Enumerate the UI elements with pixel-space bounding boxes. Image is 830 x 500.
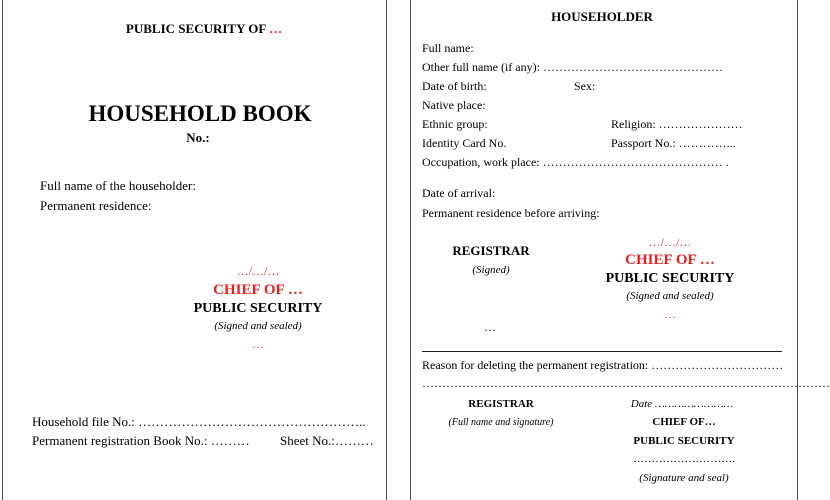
section-divider [422, 351, 782, 352]
deletion-reason-dots: ………………………………………………………………………………………… [422, 376, 830, 390]
registrar-title: REGISTRAR [452, 243, 530, 258]
registrar-dots: … [484, 320, 496, 334]
religion-field: Religion: ………………… [611, 117, 743, 131]
right-date: …/…/… [648, 235, 692, 249]
registrar-signed: (Signed) [472, 264, 510, 276]
right-dots: … [664, 307, 676, 321]
public-security-header [126, 21, 282, 37]
householder-title: HOUSEHOLDER [551, 9, 653, 24]
chief2-title: CHIEF OF… [652, 416, 716, 428]
household-file-number: Household file No.: …………………………………………….. [32, 414, 366, 429]
public-security2-title: PUBLIC SECURITY [633, 435, 735, 447]
right-public-security: PUBLIC SECURITY [605, 271, 735, 286]
right-page-border [797, 0, 798, 500]
residence-before-field: Permanent residence before arriving: [422, 206, 600, 220]
registrar2-title: REGISTRAR [468, 398, 534, 410]
permanent-residence-label: Permanent residence: [40, 198, 152, 213]
deletion-reason-field: Reason for deleting the permanent registration: …………………………… [422, 358, 784, 372]
identity-card-field: Identity Card No. [422, 136, 507, 150]
sheet-number: Sheet No.:……… [280, 433, 374, 448]
native-place-field: Native place: [422, 98, 486, 112]
other-name-field: Other full name (if any): ……………………………………… [422, 60, 723, 74]
ethnic-group-field: Ethnic group: [422, 117, 488, 131]
book-number-label: No.: [186, 130, 210, 145]
header-prefix: PUBLIC SECURITY OF [125, 21, 266, 36]
signature-seal-note: (Signature and seal) [639, 472, 729, 484]
dob-field: Date of birth: [422, 79, 487, 93]
sex-field: Sex: [574, 79, 596, 93]
registrar2-signature-note: (Full name and signature) [448, 417, 554, 428]
header-suffix: … [269, 21, 283, 36]
right-signed-sealed: (Signed and sealed) [626, 290, 714, 302]
center-divider-left [386, 0, 387, 500]
center-divider-right [410, 0, 411, 500]
right-chief-of: CHIEF OF … [625, 252, 715, 268]
left-signed-sealed: (Signed and sealed) [214, 320, 302, 332]
left-page-border [2, 0, 3, 500]
left-chief-of: CHIEF OF … [213, 282, 303, 298]
arrival-date-field: Date of arrival: [422, 186, 496, 200]
left-date: …/…/… [236, 264, 280, 278]
full-name-field: Full name: [422, 41, 474, 55]
left-public-security: PUBLIC SECURITY [193, 301, 323, 316]
householder-name-label: Full name of the householder: [40, 178, 196, 193]
occupation-field: Occupation, work place: ……………………………………… . [422, 155, 729, 169]
left-dots: … [252, 337, 264, 351]
date2-field: Date …………………… [630, 398, 734, 410]
household-book-title: HOUSEHOLD BOOK [88, 101, 312, 126]
registration-book-number: Permanent registration Book No.: ……… [32, 433, 250, 448]
passport-field: Passport No.: …………... [611, 136, 736, 150]
signature-dots: ………………………. [633, 453, 735, 465]
